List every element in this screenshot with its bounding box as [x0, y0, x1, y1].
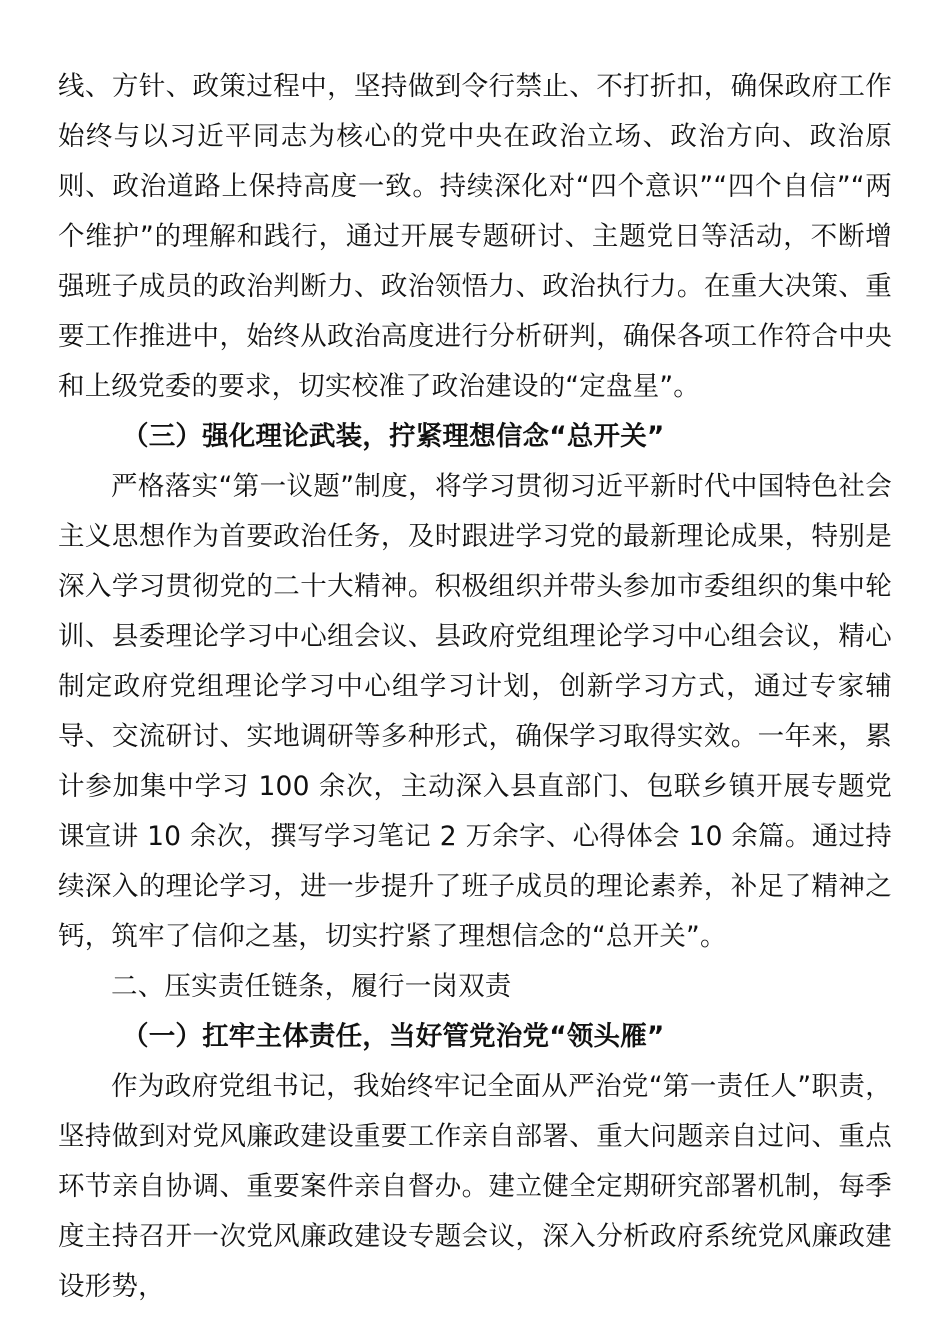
subsection-heading-1: （一）扛牢主体责任，当好管党治党“领头雁” [122, 1021, 665, 1052]
body-paragraph-1: 线、方针、政策过程中，坚持做到令行禁止、不打折扣，确保政府工作始终与以习近平同志为核心的党中央在政治立场、政治方向、政治原则、政治道路上保持高度一致。持续深化对“四个意识”“四个自信”“两个维护”的理解和践行，通过开展专题研讨、主题党日等活动，不断增强班子成员的政治判断力、政治领悟力、政治执行力。在重大决策、重要工作推进中，始终从政治高度进行分析研判，确保各项工作符合中央和上级党委的要求，切实校准了政治建设的“定盘星”。 [58, 71, 892, 402]
document-body [58, 62, 892, 1312]
body-paragraph-2: 严格落实“第一议题”制度，将学习贯彻习近平新时代中国特色社会主义思想作为首要政治任务，及时跟进学习党的最新理论成果，特别是深入学习贯彻党的二十大精神。积极组织并带头参加市委组织的集中轮训、县委理论学习中心组会议、县政府党组理论学习中心组会议，精心制定政府党组理论学习中心组学习计划，创新学习方式，通过专家辅导、交流研讨、实地调研等多种形式，确保学习取得实效。一年来，累计参加集中学习 100 余次，主动深入县直部门、包联乡镇开展专题党课宣讲 10 余次，撰写学习笔记 2 万余字、心得体会 10 余篇。通过持续深入的理论学习，进一步提升了班子成员的理论素养，补足了精神之钙，筑牢了信仰之基，切实拧紧了理想信念的“总开关”。 [58, 471, 892, 952]
body-paragraph-3: 作为政府党组书记，我始终牢记全面从严治党“第一责任人”职责，坚持做到对党风廉政建设重要工作亲自部署、重大问题亲自过问、重点环节亲自协调、重要案件亲自督办。建立健全定期研究部署机制，每季度主持召开一次党风廉政建设专题会议，深入分析政府系统党风廉政建设形势， [58, 1071, 892, 1302]
subsection-heading-3: （三）强化理论武装，拧紧理想信念“总开关” [122, 421, 665, 452]
section-heading-2: 二、压实责任链条，履行一岗双责 [111, 971, 512, 1002]
